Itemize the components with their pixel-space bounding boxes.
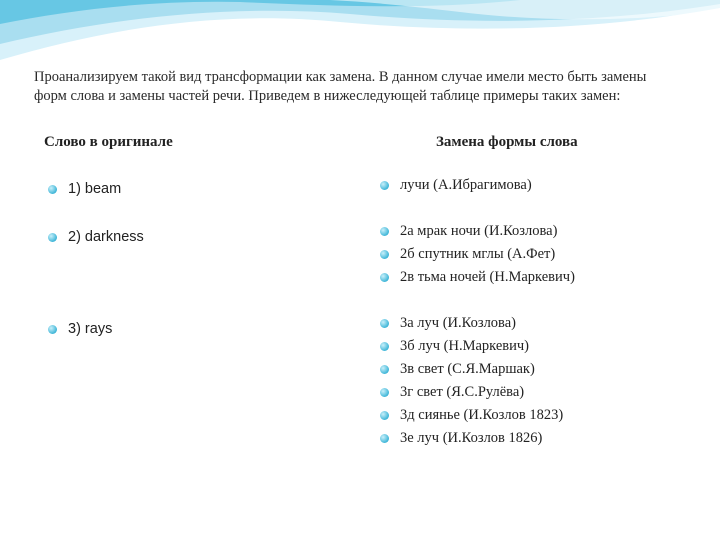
list-item: 2б спутник мглы (А.Фет) <box>380 243 575 266</box>
list-item: 3д сиянье (И.Козлов 1823) <box>380 404 563 427</box>
list-item: 2в тьма ночей (Н.Маркевич) <box>380 266 575 289</box>
list-item: лучи (А.Ибрагимова) <box>380 174 532 197</box>
original-word-list <box>48 178 121 201</box>
list-item: 3а луч (И.Козлова) <box>380 312 563 335</box>
list-item: 2) darkness <box>48 226 144 249</box>
bullet-icon <box>48 325 57 334</box>
bullet-icon <box>380 411 389 420</box>
original-word-list <box>48 318 112 341</box>
bullet-icon <box>380 319 389 328</box>
bullet-icon <box>380 273 389 282</box>
bullet-icon <box>380 342 389 351</box>
bullet-icon <box>380 365 389 374</box>
column-header-replacement: Замена формы слова <box>436 134 578 150</box>
list-item: 1) beam <box>48 178 121 201</box>
bullet-icon <box>380 227 389 236</box>
bullet-icon <box>48 185 57 194</box>
bullet-icon <box>380 434 389 443</box>
bullet-icon <box>48 233 57 242</box>
list-item: 2а мрак ночи (И.Козлова) <box>380 220 575 243</box>
bullet-icon <box>380 250 389 259</box>
bullet-icon <box>380 388 389 397</box>
original-word-list <box>48 226 144 249</box>
column-header-original: Слово в оригинале <box>44 134 173 150</box>
list-item: 3б луч (Н.Маркевич) <box>380 335 563 358</box>
intro-paragraph: Проанализируем такой вид трансформации как замена. В данном случае имели место быть замены форм слова и замены частей речи. Приведем в нижеследующей таблице примеры таких замен: <box>34 69 647 104</box>
replacement-list-darkness <box>380 220 575 289</box>
list-item: 3) rays <box>48 318 112 341</box>
list-item: 3е луч (И.Козлов 1826) <box>380 427 563 450</box>
bullet-icon <box>380 181 389 190</box>
replacement-list-rays <box>380 312 563 450</box>
list-item: 3в свет (С.Я.Маршак) <box>380 358 563 381</box>
replacement-list-beam <box>380 174 532 197</box>
list-item: 3г свет (Я.С.Рулёва) <box>380 381 563 404</box>
